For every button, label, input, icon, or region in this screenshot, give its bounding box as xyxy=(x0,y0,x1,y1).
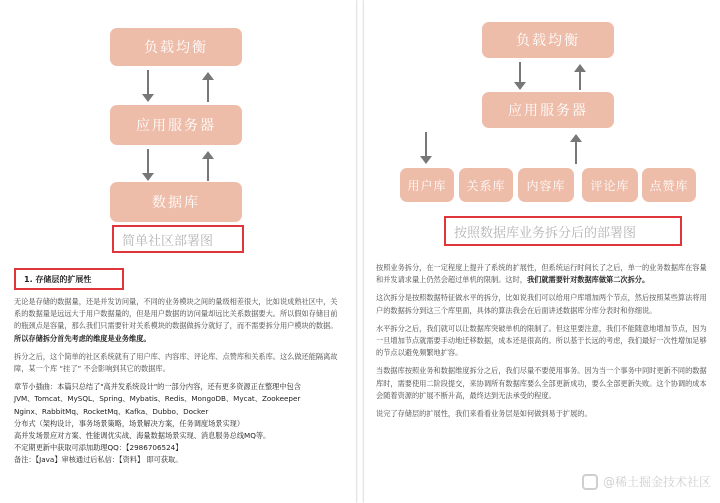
watermark xyxy=(582,473,711,490)
text-line: 分布式（架构设计，事务场景策略，场景解决方案，任务调度场景实现） xyxy=(14,418,245,428)
text-line: 备注：【Java】审核通过后私信：【资料】 即可获取。 xyxy=(14,455,183,465)
app-server-box: 应用服务器 xyxy=(110,105,242,145)
bidirectional-arrow-icon xyxy=(128,66,228,106)
text-line: JVM、Tomcat、MySQL、Spring、Mybatis、Redis、MongoDB、Mycat、Zookeeper xyxy=(14,394,301,404)
like-db-box: 点赞库 xyxy=(642,168,696,202)
app-server-box: 应用服务器 xyxy=(482,92,614,128)
paragraph: 这次拆分是按照数据特征做水平的拆分，比如说我们可以给用户库增加两个节点，然后按照某些算法将用户的数据拆分到这三个库里面，具体的算法我会在后面讲述数据库分库分表时和你细说。 xyxy=(376,293,707,315)
text-line: 高并发场景应对方案、性能调优实战、海量数据场景实现、消息服务总线MQ等。 xyxy=(14,431,271,441)
user-db-box: 用户库 xyxy=(400,168,454,202)
right-body-text xyxy=(376,262,708,426)
right-document-page xyxy=(364,0,720,503)
bold-phrase: 所以存储拆分首先考虑的维度是业务维度。 xyxy=(14,333,151,343)
paragraph: 无论是存储的数据量，还是并发访问量，不同的业务模块之间的量级相差很大，比如说成熟社区中，关系的数据量是远远大于用户数据量的，但是用户数据的访问量却远比关系数据要大。所以假如存储目前的瓶颈点是容量，那么我们只需要针对关系模块的数据做拆分就好了，而不需要拆分用户模块的数据。 xyxy=(14,297,338,331)
text-line: 章节小插曲：本篇只总结了"高并发系统设计"的一部分内容，还有更多资源正在整理中包含 xyxy=(14,382,301,392)
bold-phrase: 我们就需要针对数据库做第二次拆分。 xyxy=(526,275,650,285)
paragraph: 水平拆分之后，我们就可以让数据库突破单机的限制了。但这里要注意，我们不能随意地增加节点，因为一旦增加节点就需要手动地迁移数据，成本还是很高的。所以基于长远的考虑，我们最好一次性增加足够的节点以避免频繁地扩容。 xyxy=(376,323,707,358)
paragraph: 按照业务拆分，在一定程度上提升了系统的扩展性，但系统运行时间长了之后，单一的业务数据库在容量和并发请求量上仍然会超过单机的限制。这时， xyxy=(376,263,707,285)
left-document-page xyxy=(0,0,356,503)
diagram-caption: 简单社区部署图 xyxy=(112,225,244,253)
section-heading: 1. 存储层的扩展性 xyxy=(14,268,124,290)
community-logo-icon xyxy=(582,474,598,490)
left-body-text xyxy=(14,296,344,467)
text-line: 不定期更新中获取可添加助理QQ：【2986706524】 xyxy=(14,443,183,453)
comment-db-box: 评论库 xyxy=(582,168,638,202)
bidirectional-arrow-icon xyxy=(128,145,228,185)
paragraph: 拆分之后，这个简单的社区系统就有了用户库、内容库、评论库、点赞库和关系库。这么做还能隔离故障，某一个库 “挂了” 不会影响到其它的数据库。 xyxy=(14,351,338,374)
relation-db-box: 关系库 xyxy=(459,168,513,202)
content-db-box: 内容库 xyxy=(518,168,574,202)
paragraph: 说完了存储层的扩展性，我们来看看业务层是如何做到易于扩展的。 xyxy=(376,409,592,419)
load-balancer-box: 负载均衡 xyxy=(482,22,614,58)
paragraph: 当数据库按照业务和数据维度拆分之后，我们尽量不要使用事务。因为当一个事务中同时更新不同的数据库时，需要使用二阶段提交，来协调所有数据库要么全部更新成功，要么全部更新失败。这个协调的成本会随着资源的扩展不断升高，最终达到无法承受的程度。 xyxy=(376,366,707,400)
database-box: 数据库 xyxy=(110,182,242,222)
diagram-caption: 按照数据库业务拆分后的部署图 xyxy=(444,216,682,246)
watermark-text: @稀土掘金技术社区 xyxy=(603,475,712,489)
fan-out-arrows-icon xyxy=(364,128,720,168)
text-line: Nginx、RabbitMq、RocketMq、Kafka、Dubbo、Docker xyxy=(14,406,209,416)
load-balancer-box: 负载均衡 xyxy=(110,28,242,66)
bidirectional-arrow-icon xyxy=(500,58,600,94)
